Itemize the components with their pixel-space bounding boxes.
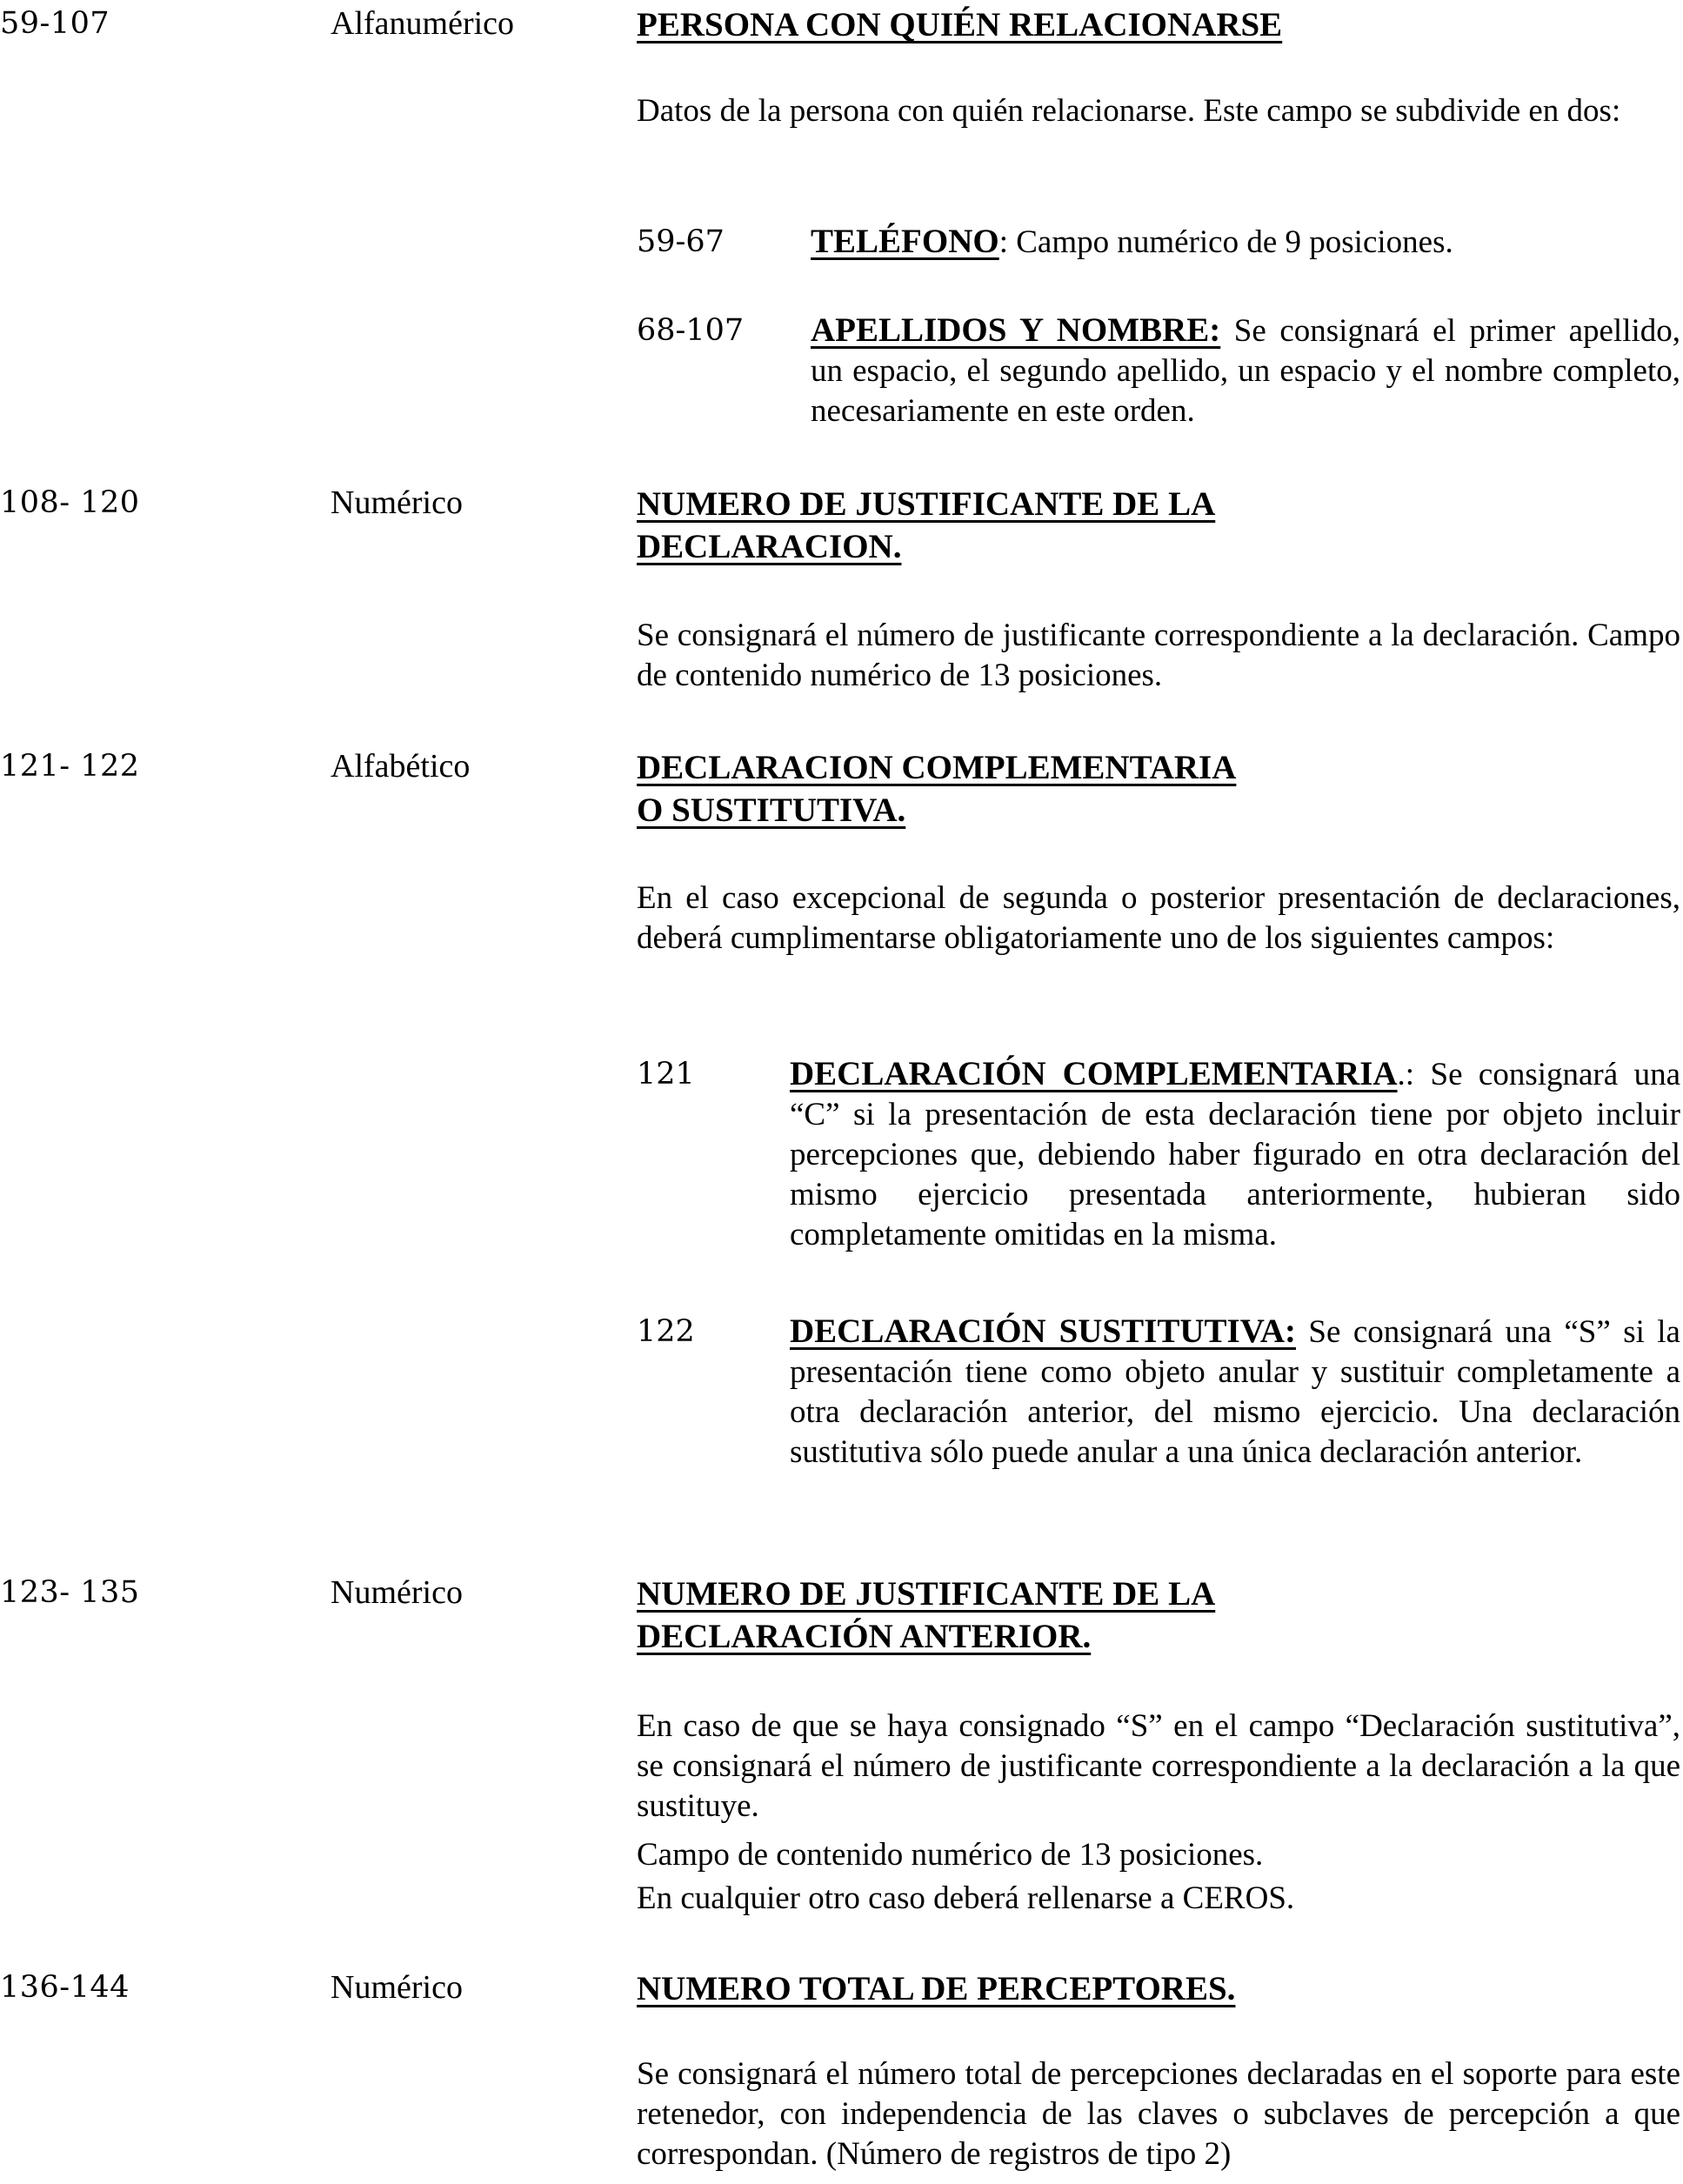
subfield-code: 59-67: [637, 224, 725, 259]
subfield-text: Se consignará una “S” si la presentación tiene como objeto anular y sustituir completamente a otra declaración anterior, del mismo ejercicio. Una declaración sustitutiva sólo puede anular a una única declaración anterior.: [790, 1314, 1680, 1470]
subfield-code: 68-107: [637, 313, 745, 348]
field-description: En el caso excepcional de segunda o posterior presentación de declaraciones, deberá cumplimentarse obligatoriamente uno de los siguientes campos:: [637, 880, 1680, 956]
subfield-text: Se consignará una “C” si la presentación de esta declaración tiene por objeto incluir percepciones que, debiendo haber figurado en otra declaración del mismo ejercicio presentada anteriormente, hubieran sido completamente omitidas en la misma.: [790, 1057, 1680, 1252]
subfield-label: DECLARACIÓN COMPLEMENTARIA: [790, 1055, 1398, 1092]
field-type: Numérico: [331, 1574, 463, 1611]
field-title: NUMERO TOTAL DE PERCEPTORES.: [637, 1970, 1236, 2007]
field-type: Numérico: [331, 484, 463, 521]
field-description: Se consignará el número de justificante correspondiente a la declaración. Campo de contenido numérico de 13 posiciones.: [637, 618, 1680, 693]
field-position: 108- 120: [0, 485, 140, 520]
field-title: NUMERO DE JUSTIFICANTE DE LA DECLARACION.: [637, 485, 1216, 565]
field-title: PERSONA CON QUIÉN RELACIONARSE: [637, 6, 1283, 43]
subfield-code: 122: [637, 1314, 695, 1349]
field-description: Se consignará el número total de percepciones declaradas en el soporte para este retenedor, con independencia de las claves o subclaves de percepción a que correspondan. (Número de registros de tipo 2): [637, 2056, 1680, 2172]
field-description-line: En cualquier otro caso deberá rellenarse a CEROS.: [637, 1880, 1295, 1916]
subfield-label: APELLIDOS Y NOMBRE:: [811, 311, 1221, 349]
subfield-text: Se consignará el primer apellido, un espacio, el segundo apellido, un espacio y el nombre completo, necesariamente en este orden.: [811, 313, 1681, 429]
field-title: DECLARACION COMPLEMENTARIA O SUSTITUTIVA.: [637, 749, 1237, 829]
document-page: 59-107 Alfanumérico PERSONA CON QUIÉN RELACIONARSE Datos de la persona con quién relacionarse. Este campo se subdivide en dos: 59-67 TELÉFONO: Campo numérico de 9 posiciones. 68-107 APELLIDOS Y NOMBRE: Se consignará el primer apellido, un espacio, el segundo apellido, un espacio y el nombre completo, necesariamente en este orden. 108- 120 Numérico NUMERO DE JUSTIFICANTE DE LA DECLARACION. Se consignará el número de justificante correspondiente a la declaración. Campo de contenido numérico de 13 posiciones. 121- 122 Alfabético DECLARACION COMPLEMENTARIA O SUSTITUTIVA. En el caso excepcional de segunda o posterior presentación de declaraciones, deberá cumplimentarse obligatoriamente uno de los siguientes campos: 121 DECLARACIÓN COMPLEMENTARIA.: Se consignará una “C” si la presentación de esta declaración tiene por objeto incluir percepciones que, debiendo haber figurado en otra declaración del mismo ejercicio presentada anteriormente, hubieran sido completamente omitidas en la misma. 122 DECLARACIÓN SUSTITUTIVA: Se consignará una “S” si la presentación tiene como objeto anular y sustituir completamente a otra declaración anterior, del mismo ejercicio. Una declaración sustitutiva sólo puede anular a una única declaración anterior. 123- 135 Numérico NUMERO DE JUSTIFICANTE DE LA DECLARACIÓN ANTERIOR. En caso de que se haya consignado “S” en el campo “Declaración sustitutiva”, se consignará el número de justificante correspondiente a la declaración a la que sustituye. Campo de contenido numérico de 13 posiciones. En cualquier otro caso deberá rellenarse a CEROS. 136-144 Numérico NUMERO TOTAL DE PERCEPTORES. Se consignará el número total de percepciones declaradas en el soporte para este retenedor, con independencia de las claves o subclaves de percepción a que correspondan. (Número de registros de tipo 2): [0, 0, 1683, 2184]
field-position: 59-107: [0, 6, 110, 41]
field-description: Datos de la persona con quién relacionarse. Este campo se subdivide en dos:: [637, 93, 1621, 129]
subfield-label: DECLARACIÓN SUSTITUTIVA:: [790, 1312, 1296, 1350]
field-type: Numérico: [331, 1969, 463, 2006]
field-type: Alfabético: [331, 748, 471, 785]
field-description: En caso de que se haya consignado “S” en el campo “Declaración sustitutiva”, se consignará el número de justificante correspondiente a la declaración a la que sustituye.: [637, 1708, 1680, 1824]
field-position: 136-144: [0, 1970, 130, 2005]
subfield-text: Campo numérico de 9 posiciones.: [1008, 224, 1453, 260]
field-description-line: Campo de contenido numérico de 13 posiciones.: [637, 1837, 1264, 1873]
subfield-label: TELÉFONO: [811, 223, 999, 260]
field-title: NUMERO DE JUSTIFICANTE DE LA DECLARACIÓN ANTERIOR.: [637, 1575, 1216, 1655]
field-position: 123- 135: [0, 1575, 140, 1610]
field-type: Alfanumérico: [331, 5, 515, 42]
subfield-code: 121: [637, 1057, 695, 1092]
field-position: 121- 122: [0, 749, 140, 784]
